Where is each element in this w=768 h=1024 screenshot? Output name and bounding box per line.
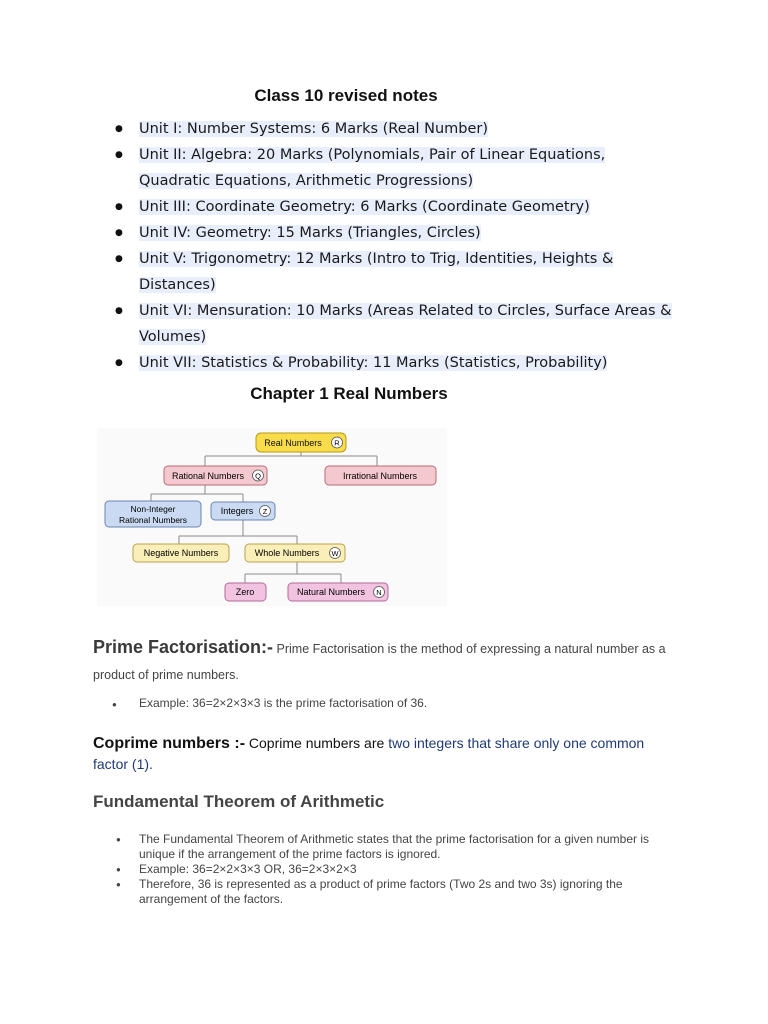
svg-text:Integers: Integers [220,506,254,516]
real-numbers-node [256,433,346,452]
list-item: ● Unit VI: Mensuration: 10 Marks (Areas Related to Circles, Surface Areas & Volumes) [108,298,678,350]
zero-node [225,583,266,601]
svg-text:W: W [331,549,339,558]
prime-example: ● Example: 36=2×2×3×3 is the prime factorisation of 36. [112,696,428,710]
svg-text:Z: Z [262,507,268,516]
svg-text:Zero: Zero [235,587,255,597]
chapter-title: Chapter 1 Real Numbers [250,384,448,403]
bullet-icon: ● [112,700,117,709]
list-item: ● Unit IV: Geometry: 15 Marks (Triangles, Circles) [108,220,678,246]
prime-factorisation-section [93,634,673,688]
list-item: ● Unit II: Algebra: 20 Marks (Polynomials, Pair of Linear Equations, Quadratic Equations, Arithmetic Progressions) [108,142,678,194]
real-numbers-hierarchy-diagram [97,428,447,606]
list-item: ● Unit I: Number Systems: 6 Marks (Real Number) [108,116,678,142]
svg-text:Irrational Numbers: Irrational Numbers [342,471,418,481]
coprime-heading: Coprime numbers :- [93,735,246,752]
non-integer-rational-node [105,501,201,527]
list-item: ● Unit V: Trigonometry: 12 Marks (Intro to Trig, Identities, Heights & Distances) [108,246,678,298]
units-list [108,116,678,376]
negative-numbers-node [133,544,229,562]
svg-text:Rational Numbers: Rational Numbers [171,471,245,481]
natural-numbers-node [288,583,388,601]
svg-text:Negative Numbers: Negative Numbers [143,548,219,558]
svg-text:N: N [376,588,382,597]
whole-numbers-node [245,544,345,562]
irrational-numbers-node [325,466,436,485]
integers-node [211,502,275,520]
coprime-text: Coprime numbers are [245,735,389,751]
list-item: ● Therefore, 36 is represented as a product of prime factors (Two 2s and two 3s) ignoring the arrangement of the factors. [112,877,672,907]
svg-text:Non-Integer: Non-Integer [130,504,176,514]
list-item: ● Example: 36=2×2×3×3 OR, 36=2×3×2×3 [112,862,672,877]
coprime-text-highlight: two integers that share only one common factor (1). [93,735,645,772]
svg-text:Real Numbers: Real Numbers [264,438,322,448]
rational-numbers-node [164,466,267,485]
svg-text:Natural Numbers: Natural Numbers [296,587,366,597]
svg-text:Q: Q [255,471,261,481]
svg-text:R: R [334,438,340,448]
svg-text:Whole Numbers: Whole Numbers [254,548,320,558]
fta-heading: Fundamental Theorem of Arithmetic [93,792,385,811]
prime-factorisation-heading: Prime Factorisation:- [93,637,274,657]
fta-list [112,832,672,907]
prime-factorisation-text: Prime Factorisation is the method of expressing a natural number as a product of prime numbers. [93,642,666,682]
list-item: ● Unit VII: Statistics & Probability: 11 Marks (Statistics, Probability) [108,350,678,376]
svg-text:Rational Numbers: Rational Numbers [118,515,188,525]
coprime-section [93,733,683,774]
list-item: ● Unit III: Coordinate Geometry: 6 Marks (Coordinate Geometry) [108,194,678,220]
document-title: Class 10 revised notes [254,86,438,105]
list-item: ● The Fundamental Theorem of Arithmetic states that the prime factorisation for a given number is unique if the arrangement of the prime factors is ignored. [112,832,672,862]
